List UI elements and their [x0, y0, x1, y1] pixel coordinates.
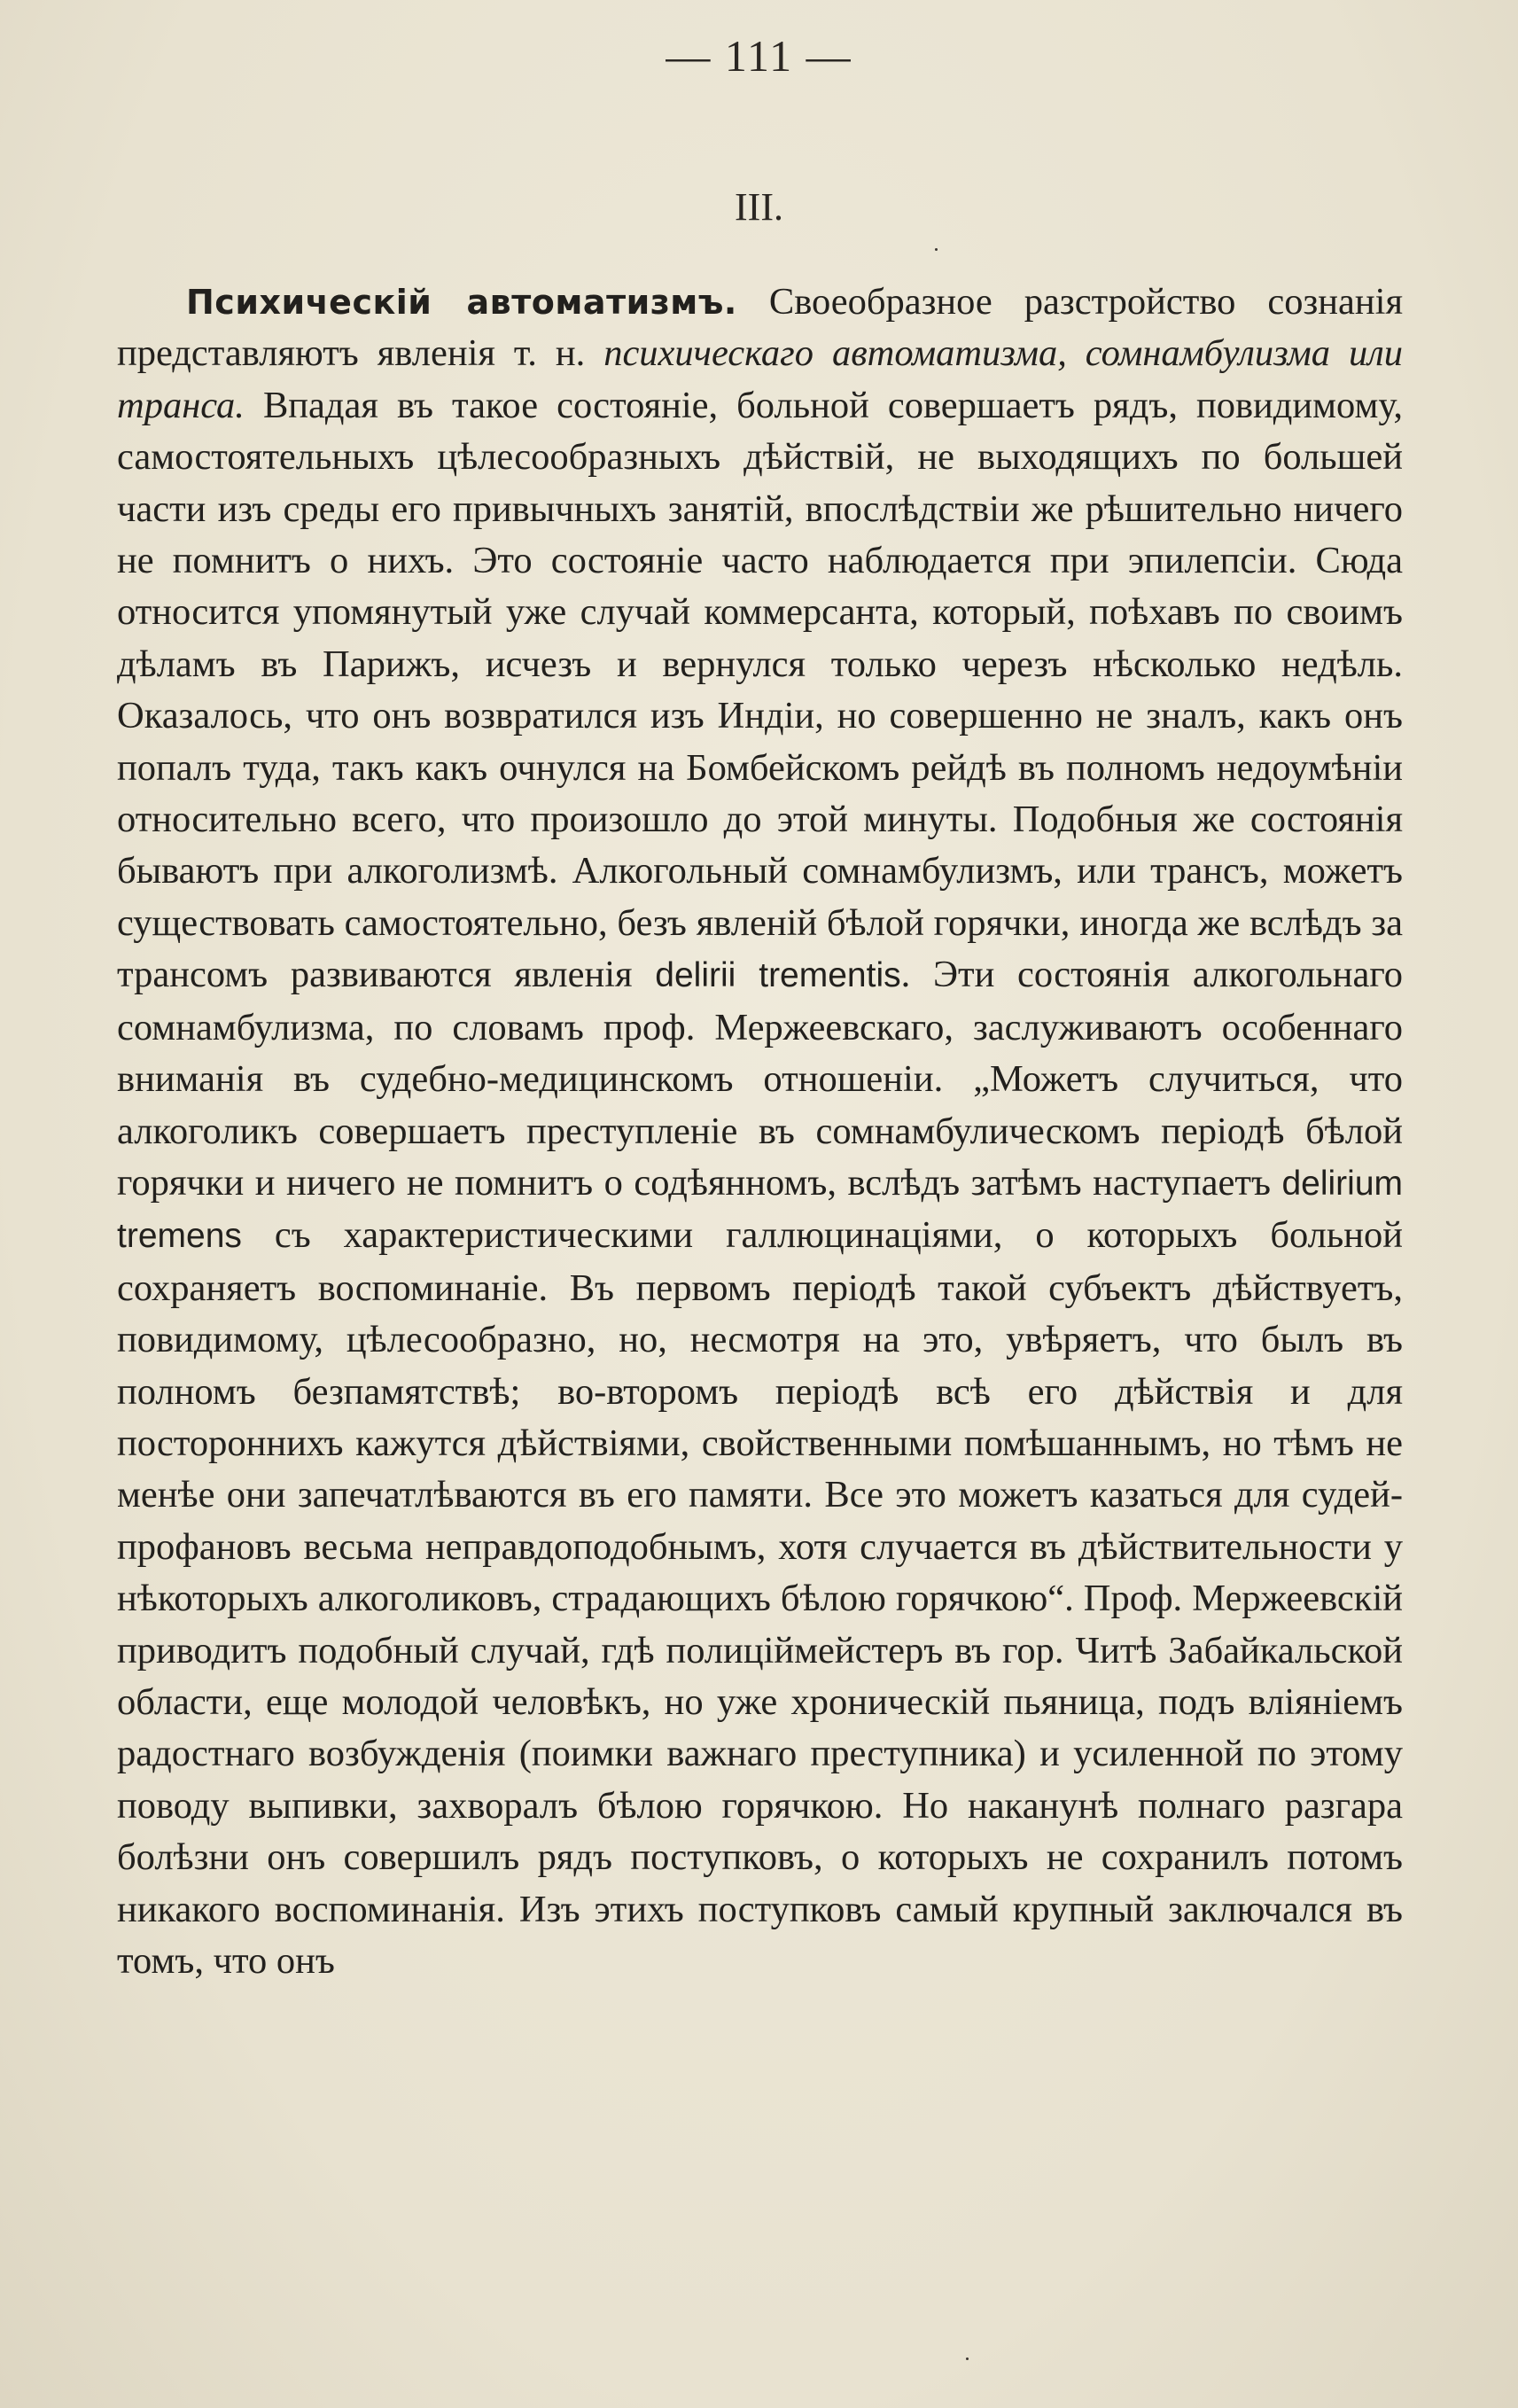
latin-term-delirii-trementis: delirii trementis: [655, 956, 901, 995]
text-segment-4: съ характеристическими галлюцинаціями, о которыхъ больной сохраняетъ воспоминаніе. Въ первомъ періодѣ такой субъектъ дѣйствуетъ, повидимому, цѣлесообразно, но, несмотря на это, увѣряетъ, что былъ въ полномъ безпамятствѣ; во-второмъ періодѣ всѣ его дѣйствія и для постороннихъ кажутся дѣйствіями, свойственными помѣшаннымъ, но тѣмъ не менѣе они запечатлѣваются въ его памяти. Все это можетъ казаться для судей-профановъ весьма неправдоподобнымъ, хотя случается въ дѣйствительности у нѣкоторыхъ алкоголиковъ, страдающихъ бѣлою горячкою“. Проф. Мержеевскій приводитъ подобный случай, гдѣ полиціймейстеръ въ гор. Читѣ Забайкальской области, еще молодой человѣкъ, но уже хроническій пьяница, подъ вліяніемъ радостнаго возбужденія (поимки важнаго преступника) и усиленной по этому поводу выпивки, захворалъ бѣлою горячкою. Но наканунѣ полнаго разгара болѣзни онъ совершилъ рядъ поступковъ, о которыхъ не сохранилъ потомъ никакого воспоминанія. Изъ этихъ поступковъ самый крупный заключался въ томъ, что онъ: [117, 1214, 1403, 1982]
section-number: III.: [735, 185, 783, 229]
page-number: — 111 —: [666, 31, 852, 81]
italic-terms: психическаго автоматизма, сомнамбулизма или транса.: [117, 332, 1403, 426]
body-paragraph: [117, 277, 1403, 1987]
paragraph-heading: Психическій автоматизмъ.: [186, 283, 737, 322]
ink-speck: [935, 248, 938, 251]
text-segment-3: . Эти состоянія алкогольнаго сомнамбулизма, по словамъ проф. Мержеевскаго, заслуживаютъ особеннаго вниманія въ судебно-медицинскомъ отношеніи. „Можетъ случиться, что алкоголикъ совершаетъ преступленіе въ сомнамбулическомъ періодѣ бѣлой горячки и ничего не помнитъ о содѣянномъ, вслѣдъ затѣмъ наступаетъ: [117, 954, 1403, 1204]
ink-speck: [966, 2357, 969, 2360]
text-segment-2: Впадая въ такое состояніе, больной совершаетъ рядъ, повидимому, самостоятельныхъ цѣлесообразныхъ дѣйствій, не выходящихъ по большей части изъ среды его привычныхъ занятій, впослѣдствіи же рѣшительно ничего не помнитъ о нихъ. Это состояніе часто наблюдается при эпилепсіи. Сюда относится упомянутый уже случай коммерсанта, который, поѣхавъ по своимъ дѣламъ въ Парижъ, исчезъ и вернулся только черезъ нѣсколько недѣль. Оказалось, что онъ возвратился изъ Индіи, но совершенно не зналъ, какъ онъ попалъ туда, такъ какъ очнулся на Бомбейскомъ рейдѣ въ полномъ недоумѣніи относительно всего, что произошло до этой минуты. Подобныя же состоянія бываютъ при алкоголизмѣ. Алкогольный сомнамбулизмъ, или трансъ, можетъ существовать самостоятельно, безъ явленій бѣлой горячки, иногда же вслѣдъ за трансомъ развиваются явленія: [117, 384, 1403, 996]
latin-term-delirium-tremens: delirium tremens: [117, 1164, 1403, 1256]
text-segment-1: Своеобразное разстройство сознанія представляютъ явленія т. н.: [117, 281, 1403, 375]
